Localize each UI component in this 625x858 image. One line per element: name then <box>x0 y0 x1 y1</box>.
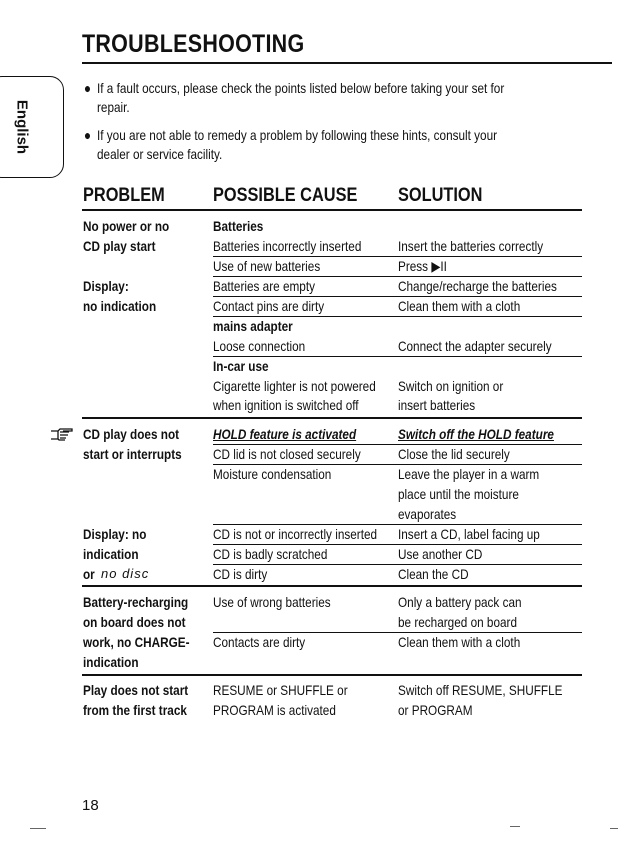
page-number: 18 <box>82 797 99 814</box>
section-rule <box>82 674 582 676</box>
cause: Use of new batteries <box>213 258 321 274</box>
intro-2-line-1: If you are not able to remedy a problem by following these hints, consult your <box>97 127 498 143</box>
row-rule <box>213 356 582 357</box>
solution: Clean them with a cloth <box>398 298 521 314</box>
solution: Close the lid securely <box>398 446 510 462</box>
header-problem: PROBLEM <box>83 185 165 206</box>
problem-2-or: or <box>83 566 95 582</box>
page-title: TROUBLESHOOTING <box>82 30 305 58</box>
row-rule <box>213 544 582 545</box>
problem-2-line-2: start or interrupts <box>83 446 182 462</box>
group-batteries: Batteries <box>213 218 264 234</box>
row-rule <box>213 276 582 277</box>
cause: Contact pins are dirty <box>213 298 325 314</box>
cause: RESUME or SHUFFLE or <box>213 682 348 698</box>
solution: Connect the adapter securely <box>398 338 552 354</box>
cause: CD lid is not closed securely <box>213 446 361 462</box>
bullet-icon: ● <box>84 80 92 96</box>
row-rule <box>213 632 582 633</box>
scan-mark <box>610 828 618 829</box>
row-rule <box>213 296 582 297</box>
pointing-hand-icon <box>50 427 74 441</box>
cause: when ignition is switched off <box>213 397 359 413</box>
title-rule <box>82 62 612 64</box>
row-rule <box>213 524 582 525</box>
problem-1-line-4: no indication <box>83 298 157 314</box>
problem-1-line-1: No power or no <box>83 218 170 234</box>
problem-3-line-2: on board does not <box>83 614 186 630</box>
cause: CD is badly scratched <box>213 546 328 562</box>
problem-3-line-4: indication <box>83 654 139 670</box>
solution: Clean the CD <box>398 566 469 582</box>
solution: insert batteries <box>398 397 476 413</box>
solution: Switch off the HOLD feature <box>398 426 554 442</box>
group-mains-adapter: mains adapter <box>213 318 293 334</box>
row-rule <box>213 256 582 257</box>
solution: Leave the player in a warm <box>398 466 540 482</box>
solution: Switch on ignition or <box>398 378 504 394</box>
group-in-car-use: In-car use <box>213 358 269 374</box>
solution: Insert a CD, label facing up <box>398 526 540 542</box>
solution: Switch off RESUME, SHUFFLE <box>398 682 563 698</box>
solution: place until the moisture <box>398 486 519 502</box>
bullet-icon: ● <box>84 127 92 143</box>
row-rule <box>213 464 582 465</box>
problem-2-line-3: Display: no <box>83 526 147 542</box>
section-rule <box>82 417 582 419</box>
section-rule <box>82 585 582 587</box>
cause: Contacts are dirty <box>213 634 306 650</box>
cause: CD is dirty <box>213 566 268 582</box>
solution: or PROGRAM <box>398 702 473 718</box>
language-tab-label: English <box>13 99 31 155</box>
header-solution: SOLUTION <box>398 185 483 206</box>
solution: be recharged on board <box>398 614 518 630</box>
solution: Clean them with a cloth <box>398 634 521 650</box>
solution: Change/recharge the batteries <box>398 278 557 294</box>
cause: Batteries are empty <box>213 278 315 294</box>
scan-mark <box>30 828 46 829</box>
intro-2-line-2: dealer or service facility. <box>97 146 223 162</box>
problem-1-line-2: CD play start <box>83 238 156 254</box>
problem-4-line-2: from the first track <box>83 702 187 718</box>
problem-3-line-1: Battery-recharging <box>83 594 189 610</box>
solution: evaporates <box>398 506 457 522</box>
cause: Moisture condensation <box>213 466 332 482</box>
intro-1-line-1: If a fault occurs, please check the points listed below before taking your set for <box>97 80 505 96</box>
cause: CD is not or incorrectly inserted <box>213 526 378 542</box>
cause: HOLD feature is activated <box>213 426 357 442</box>
cause: Use of wrong batteries <box>213 594 331 610</box>
problem-2-line-1: CD play does not <box>83 426 180 442</box>
cause: Batteries incorrectly inserted <box>213 238 362 254</box>
language-tab <box>0 76 64 178</box>
header-rule <box>82 209 582 211</box>
scan-mark <box>510 826 520 827</box>
problem-1-line-3: Display: <box>83 278 129 294</box>
cause: PROGRAM is activated <box>213 702 336 718</box>
problem-4-line-1: Play does not start <box>83 682 189 698</box>
cause: Loose connection <box>213 338 306 354</box>
cause: Cigarette lighter is not powered <box>213 378 376 394</box>
problem-3-line-3: work, no CHARGE- <box>83 634 190 650</box>
row-rule <box>213 316 582 317</box>
solution: Use another CD <box>398 546 483 562</box>
problem-2-line-4: indication <box>83 546 139 562</box>
no-disc-display-glyph: no disc <box>101 566 150 581</box>
header-cause: POSSIBLE CAUSE <box>213 185 358 206</box>
intro-1-line-2: repair. <box>97 99 130 115</box>
solution: Insert the batteries correctly <box>398 238 544 254</box>
solution: Only a battery pack can <box>398 594 522 610</box>
solution: Press ▶II <box>398 258 447 274</box>
row-rule <box>213 564 582 565</box>
row-rule <box>213 444 582 445</box>
